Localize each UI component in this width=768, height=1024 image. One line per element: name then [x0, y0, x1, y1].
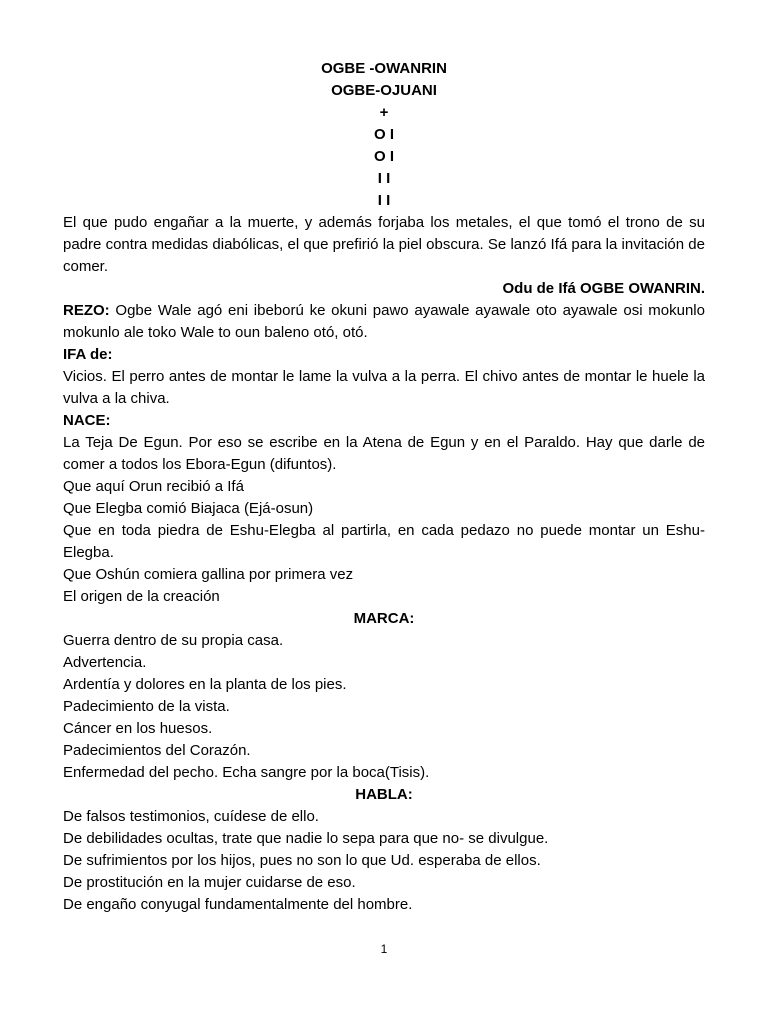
marca-item: Guerra dentro de su propia casa. [63, 632, 284, 649]
marca-item: Advertencia. [63, 654, 147, 671]
nace-item: La Teja De Egun. Por eso se escribe en la Atena de Egun y en el Paraldo. Hay que darle de comer a todos los Ebora-Egun (difuntos). [63, 434, 705, 473]
signature-line: O I [373, 148, 394, 165]
rezo-label: REZO: [63, 302, 110, 319]
ifa-de-text: Vicios. El perro antes de montar le lame la vulva a la perra. El chivo antes de montar le huele la vulva a la chiva. [63, 368, 705, 407]
document-body [63, 58, 705, 916]
habla-item: De engaño conyugal fundamentalmente del hombre. [63, 896, 413, 913]
nace-item: El origen de la creación [63, 588, 220, 605]
habla-item: De debilidades ocultas, trate que nadie lo sepa para que no- se divulgue. [63, 830, 549, 847]
habla-item: De prostitución en la mujer cuidarse de eso. [63, 874, 356, 891]
marca-item: Padecimientos del Corazón. [63, 742, 251, 759]
intro-paragraph: El que pudo engañar a la muerte, y además forjaba los metales, el que tomó el trono de su padre contra medidas diabólicas, el que prefirió la piel obscura. Se lanzó Ifá para la invitación de comer. [63, 214, 705, 275]
marca-item: Cáncer en los huesos. [63, 720, 213, 737]
nace-item: Que en toda piedra de Eshu-Elegba al partirla, en cada pedazo no puede montar un Eshu-Elegba. [63, 522, 705, 561]
rezo-paragraph [63, 300, 705, 344]
nace-heading: NACE: [63, 412, 111, 429]
odu-label: Odu de Ifá OGBE OWANRIN. [502, 280, 705, 297]
nace-item: Que Oshún comiera gallina por primera vez [63, 566, 354, 583]
rezo-text: Ogbe Wale agó eni ibeború ke okuni pawo ayawale ayawale oto ayawale osi mokunlo mokunlo ale toko Wale to oun baleno otó, otó. [63, 302, 705, 341]
ifa-de-heading: IFA de: [63, 346, 113, 363]
habla-item: De sufrimientos por los hijos, pues no son lo que Ud. esperaba de ellos. [63, 852, 541, 869]
nace-item: Que Elegba comió Biajaca (Ejá-osun) [63, 500, 314, 517]
marca-item: Enfermedad del pecho. Echa sangre por la boca(Tisis). [63, 764, 430, 781]
marca-item: Padecimiento de la vista. [63, 698, 230, 715]
nace-item: Que aquí Orun recibió a Ifá [63, 478, 244, 495]
signature-line: I I [377, 192, 391, 209]
doc-subtitle: OGBE-OJUANI [331, 82, 437, 99]
signature-line: I I [377, 170, 391, 187]
marca-item: Ardentía y dolores en la planta de los pies. [63, 676, 347, 693]
marca-heading: MARCA: [353, 610, 415, 627]
signature-line: O I [373, 126, 394, 143]
doc-title: OGBE -OWANRIN [321, 60, 447, 77]
odu-signature [63, 102, 705, 212]
page-number: 1 [380, 942, 388, 956]
habla-item: De falsos testimonios, cuídese de ello. [63, 808, 319, 825]
signature-line: + [379, 104, 389, 121]
habla-heading: HABLA: [355, 786, 413, 803]
